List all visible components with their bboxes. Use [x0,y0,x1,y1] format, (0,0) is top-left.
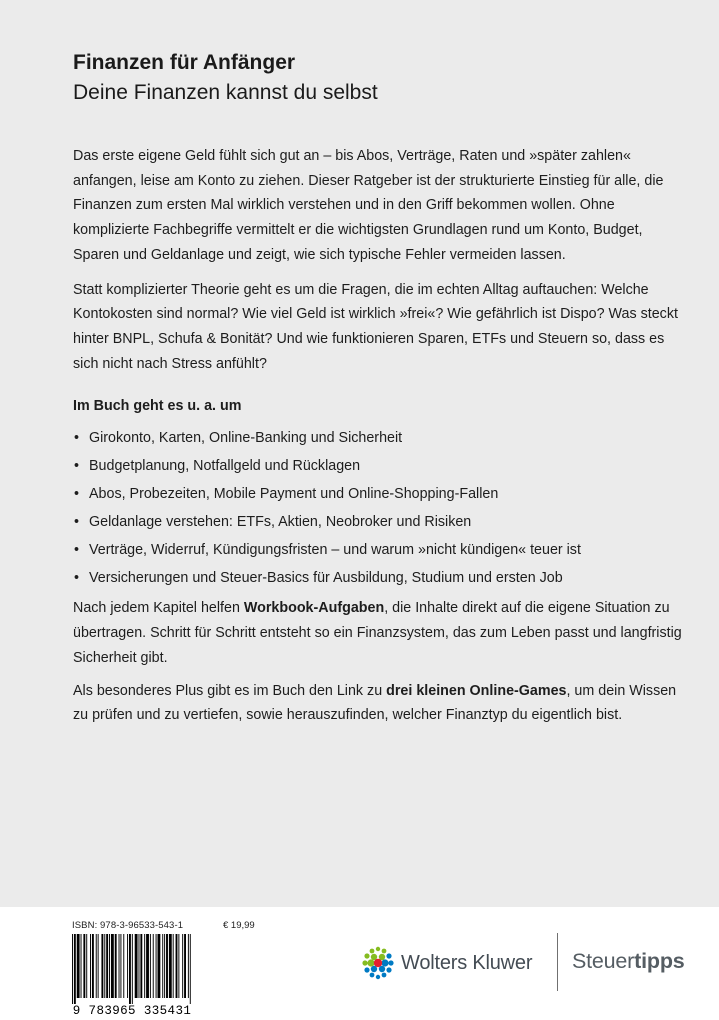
barcode-bar [164,934,165,998]
barcode-bar [129,934,131,1004]
barcode-bar [77,934,80,998]
barcode-bar [169,934,172,998]
barcode-bar [139,934,140,998]
isbn-label: ISBN: 978-3-96533-543-1 [72,920,184,931]
logo-dot [376,947,380,951]
logo-dot [382,949,387,954]
barcode-bar [90,934,91,998]
list-item [73,454,683,479]
logo-dot [364,967,369,972]
barcode-bar [144,934,145,998]
intro-paragraph-2: Statt komplizierter Theorie geht es um die Fragen, die im echten Alltag auftauchen: Welche Kontokosten sind normal? Wie viel Geld ist wirklich »frei«? Wie gefährlich ist Dispo? Was steckt hinter BNPL, Schufa & Bonität? Und wie funktionieren Sparen, ETFs und Steuern so, dass es sich nicht nach Stress anfühlt? [73,281,678,372]
logo-dot [362,960,367,965]
bullet-icon: • [74,486,80,503]
barcode-bar [101,934,103,998]
barcode-bar [188,934,189,998]
barcode-bar [86,934,87,998]
barcode-bar [123,934,124,998]
logo-dot [379,966,385,972]
topics-list [73,426,683,590]
cover-footer [0,907,719,1020]
outro-paragraph-2 [73,679,683,728]
topics-heading: Im Buch geht es u. a. um [73,398,242,415]
barcode-bar [182,934,183,998]
barcode-bar [190,934,191,1004]
list-item-text: Abos, Probezeiten, Mobile Payment und Online-Shopping-Fallen [89,486,499,503]
barcode-bar [153,934,154,998]
bullet-icon: • [74,458,80,475]
barcode-bar [83,934,85,998]
list-item-text: Budgetplanung, Notfallgeld und Rücklagen [89,458,361,475]
barcode-bar [104,934,105,998]
barcode-bar [120,934,121,998]
barcode-bar [156,934,157,998]
barcode-bar [127,934,128,998]
list-item [73,482,683,507]
logo-dot [376,975,380,979]
list-item [73,510,683,535]
barcode-bar [162,934,163,998]
barcode-bar [176,934,178,998]
book-title: Finanzen für Anfänger [73,51,296,74]
logo-dot [382,973,387,978]
bullet-icon: • [74,541,80,558]
logo-dot [370,973,375,978]
logo-dot [388,960,393,965]
barcode-bar [74,934,76,1004]
outro-text: , um dein Wissen zu prüfen und zu vertiefen, sowie herauszufinden, welcher Finanztyp du eigentlich bist. [73,682,677,724]
workbook-highlight: Workbook-Aufgaben [243,600,385,617]
games-highlight: drei kleinen Online-Games [386,682,567,699]
barcode-bar [111,934,114,998]
barcode-bar [115,934,117,998]
list-item-text: Girokonto, Karten, Online-Banking und Sicherheit [89,430,403,447]
list-item-text: Versicherungen und Steuer-Basics für Ausbildung, Studium und ersten Job [89,569,563,586]
barcode-bar [92,934,94,998]
list-item-text: Geldanlage verstehen: ETFs, Aktien, Neobroker und Risiken [89,514,472,530]
barcode-bar [109,934,110,998]
logo-dot [371,966,377,972]
barcode-bar [140,934,142,998]
list-item-text: Verträge, Widerruf, Kündigungsfristen – und warum »nicht kündigen« teuer ist [89,541,581,558]
brand-logo [572,949,685,974]
back-cover-text [73,50,683,728]
logo-dot [367,959,374,966]
outro-text: , die Inhalte direkt auf die eigene Situation zu übertragen. Schritt für Schritt entsteht so ein Finanzsystem, das zum Leben passt und langfristig Sicherheit gibt. [73,600,682,666]
barcode-icon [66,934,198,1016]
barcode-bar [166,934,168,998]
barcode-bar [146,934,149,998]
book-subtitle: Deine Finanzen kannst du selbst [73,81,378,104]
logo-dot [386,967,391,972]
barcode-bar [96,934,97,998]
list-item [73,538,683,563]
logo-dot [364,953,369,958]
intro-paragraph-1: Das erste eigene Geld fühlt sich gut an – bis Abos, Verträge, Raten und »später zahlen« anfangen, leise am Konto zu ziehen. Dieser Ratgeber ist der strukturierte Einstieg für alle, die Finanzen zum ersten Mal wirklich verstehen und in den Griff bekommen wollen. Ohne komplizierte Fachbegriffe vermittelt er die wichtigsten Grundlagen rund um Konto, Budget, Sparen und Geldanlage und zeigt, wie sich typische Fehler vermeiden lassen. [73,148,664,263]
barcode-bar [72,934,73,1004]
barcode-bar [132,934,133,1004]
barcode-bar [173,934,174,998]
price-label: € 19,99 [223,920,255,931]
bullet-icon: • [74,514,80,530]
bullet-icon: • [74,430,80,447]
barcode-bar [81,934,82,998]
brand-bold: tipps [634,949,685,973]
outro-text: Nach jedem Kapitel helfen [73,600,244,617]
barcode-bar [150,934,151,998]
logo-dot [381,959,388,966]
barcode-bar [158,934,161,998]
barcode-bar [106,934,108,998]
outro-text: Als besonderes Plus gibt es im Buch den Link zu [73,682,387,699]
logo-dot [374,959,382,967]
list-item [73,566,683,591]
wolters-kluwer-logo-icon [361,946,395,980]
brand-regular: Steuer [572,949,635,973]
publisher-name: Wolters Kluwer [401,951,533,974]
logo-dot [370,949,375,954]
barcode-bar [178,934,179,998]
publisher-logo [361,945,532,981]
barcode-bar [98,934,99,998]
outro-paragraph-1 [73,596,683,670]
logo-divider [557,933,558,991]
barcode-bar [184,934,186,998]
barcode-bar [135,934,138,998]
list-item [73,426,683,451]
barcode-digits: 9 783965 335431 [72,1004,192,1016]
logo-dot [386,953,391,958]
barcode-bar [119,934,120,998]
bullet-icon: • [74,569,80,586]
